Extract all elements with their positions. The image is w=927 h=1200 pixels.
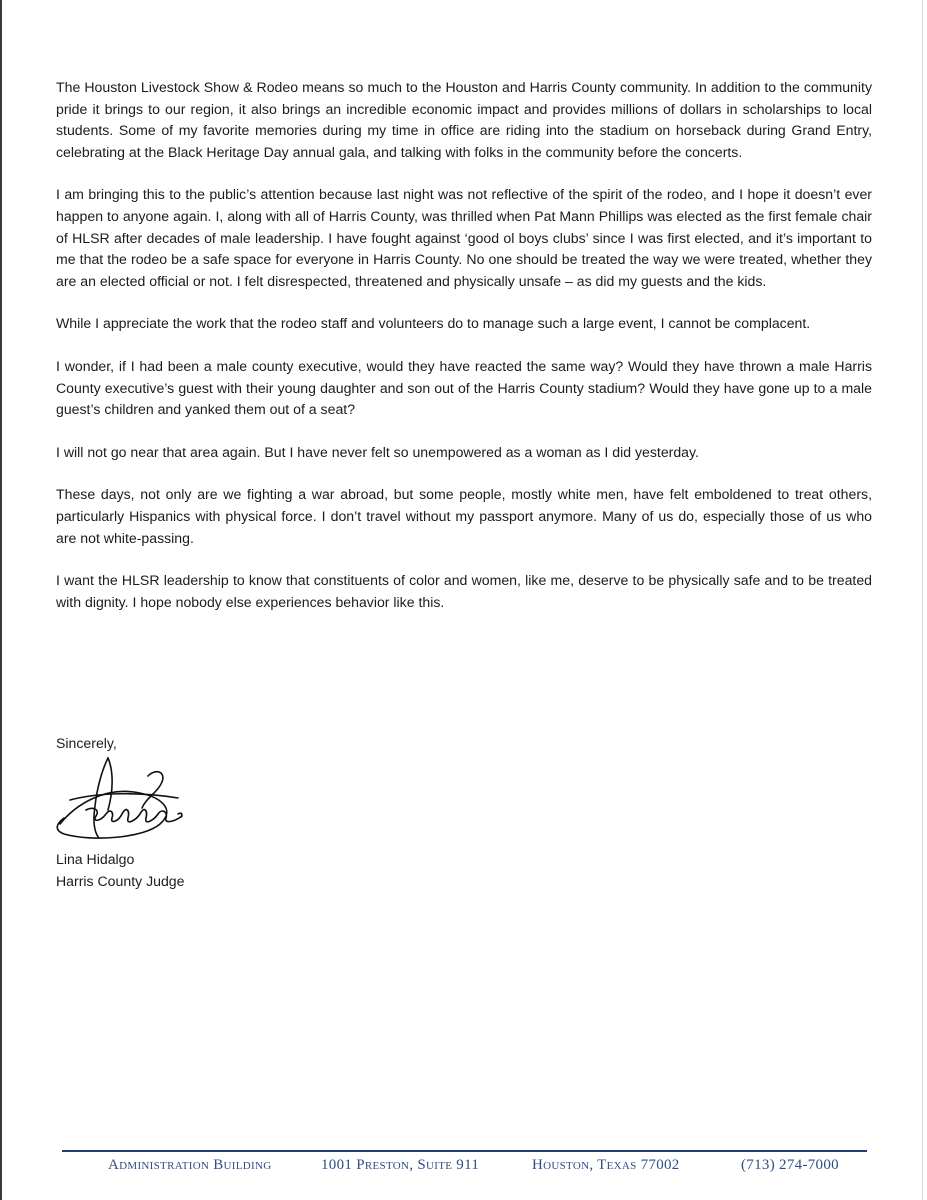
- paragraph-unempowered: I will not go near that area again. But I have never felt so unempowered as a woman as I did yesterday.: [56, 443, 699, 460]
- footer-city: Houston, Texas 77002: [532, 1157, 680, 1173]
- footer: [108, 1157, 868, 1177]
- paragraph-public-attention: I am bringing this to the public’s attention because last night was not reflective of the spirit of the rodeo, and I hope it doesn’t ever happen to anyone again. I, along with all of Harris County, was thrilled when Pat Mann Phillips was elected as the first female chair of HLSR after decades of male leadership. I have fought against ‘good ol boys clubs’ since I was first elected, and it’s important to me that the rodeo be a safe space for everyone in Harris County. No one should be treated the way we were treated, whether they are an elected official or not. I felt disrespected, threatened and physically unsafe – as did my guests and the kids.: [56, 186, 872, 289]
- signer-name: Lina Hidalgo: [56, 851, 135, 867]
- footer-phone: (713) 274-7000: [741, 1157, 839, 1173]
- paragraph-rodeo-meaning: The Houston Livestock Show & Rodeo means so much to the Houston and Harris County community. In addition to the community pride it brings to our region, it also brings an incredible economic impact and provides millions of dollars in scholarships to local students. Some of my favorite memories during my time in office are riding into the stadium on horseback during Grand Entry, celebrating at the Black Heritage Day annual gala, and talking with folks in the community before the concerts.: [56, 79, 872, 160]
- signer-title: Harris County Judge: [56, 873, 185, 889]
- paragraph-request: I want the HLSR leadership to know that constituents of color and women, like me, deserve to be physically safe and to be treated with dignity. I hope nobody else experiences behavior like this.: [56, 572, 872, 610]
- letter-body: [56, 77, 872, 634]
- signature: [50, 748, 200, 848]
- page-edge-right: [922, 0, 923, 1200]
- paragraph-appreciation: While I appreciate the work that the rodeo staff and volunteers do to manage such a large event, I cannot be complacent.: [56, 315, 811, 332]
- signer-block: [56, 848, 184, 892]
- paragraph-wonder: I wonder, if I had been a male county executive, would they have reacted the same way? Would they have thrown a male Harris County executive’s guest with their young daughter and son out of the Harris County stadium? Would they have gone up to a male guest’s children and yanked them out of a seat?: [56, 357, 872, 418]
- page-edge: [0, 0, 2, 1200]
- footer-building: Administration Building: [108, 1157, 272, 1173]
- footer-address: 1001 Preston, Suite 911: [321, 1157, 480, 1173]
- paragraph-these-days: These days, not only are we fighting a war abroad, but some people, mostly white men, have felt emboldened to treat others, particularly Hispanics with physical force. I don’t travel without my passport anymore. Many of us do, especially those of us who are not white-passing.: [56, 486, 872, 546]
- footer-rule: [62, 1150, 867, 1152]
- letter-closing: Sincerely,: [56, 735, 117, 751]
